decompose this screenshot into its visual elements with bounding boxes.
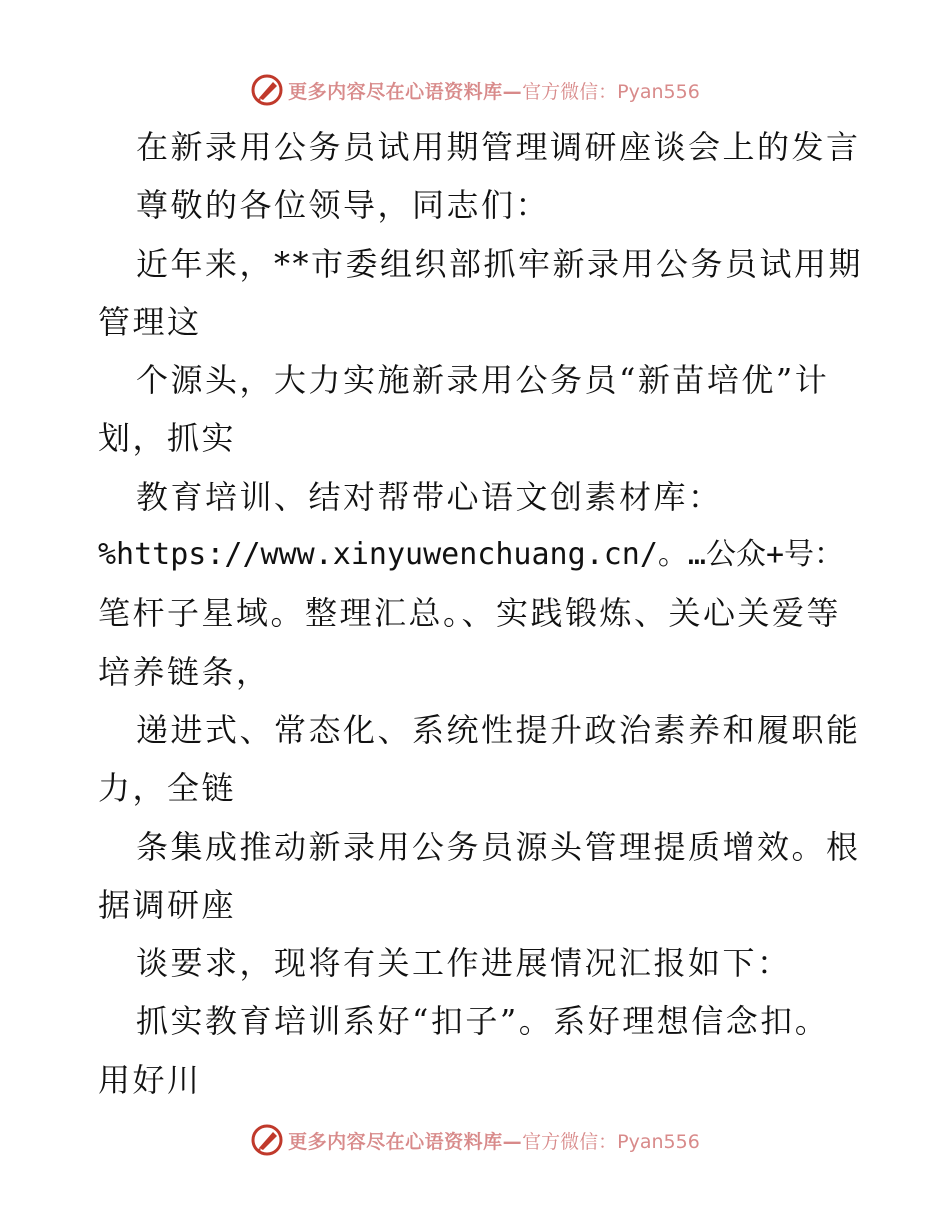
doc-line: 个源头，大力实施新录用公务员“新苗培优”计 bbox=[136, 361, 830, 400]
pen-logo-icon bbox=[250, 1123, 284, 1157]
doc-line: 管理这 bbox=[98, 302, 202, 341]
doc-line: 据调研座 bbox=[98, 885, 237, 924]
document-body bbox=[98, 118, 864, 1109]
footer-banner bbox=[0, 1120, 950, 1160]
pen-logo-icon bbox=[250, 73, 284, 107]
banner-text: 更多内容尽在心语资料库— bbox=[288, 80, 523, 103]
doc-line: 划，抓实 bbox=[98, 419, 237, 458]
doc-line: 谈要求，现将有关工作进展情况汇报如下： bbox=[136, 944, 792, 983]
doc-line: 笔杆子星域。整理汇总。、实践锻炼、关心关爱等 bbox=[98, 594, 842, 633]
doc-line: 近年来，**市委组织部抓牢新录用公务员试用期 bbox=[136, 244, 864, 283]
doc-line: 培养链条， bbox=[98, 652, 271, 691]
doc-line: 条集成推动新录用公务员源头管理提质增效。根 bbox=[136, 827, 861, 866]
header-banner bbox=[0, 70, 950, 110]
doc-line: 力，全链 bbox=[98, 769, 237, 808]
doc-line: 用好川 bbox=[98, 1060, 202, 1099]
doc-url-line: %https://www.xinyuwenchuang.cn/。…公众+号： bbox=[98, 537, 845, 573]
banner-text: 更多内容尽在心语资料库— bbox=[288, 1130, 523, 1153]
doc-title: 在新录用公务员试用期管理调研座谈会上的发言 bbox=[136, 128, 861, 166]
banner-wechat: 官方微信：Pyan556 bbox=[522, 80, 700, 103]
doc-line: 尊敬的各位领导，同志们： bbox=[136, 186, 551, 225]
doc-line: 递进式、常态化、系统性提升政治素养和履职能 bbox=[136, 710, 861, 749]
doc-line: 抓实教育培训系好“扣子”。系好理想信念扣。 bbox=[136, 1002, 830, 1041]
doc-line: 教育培训、结对帮带心语文创素材库： bbox=[136, 477, 723, 516]
banner-wechat: 官方微信：Pyan556 bbox=[522, 1130, 700, 1153]
